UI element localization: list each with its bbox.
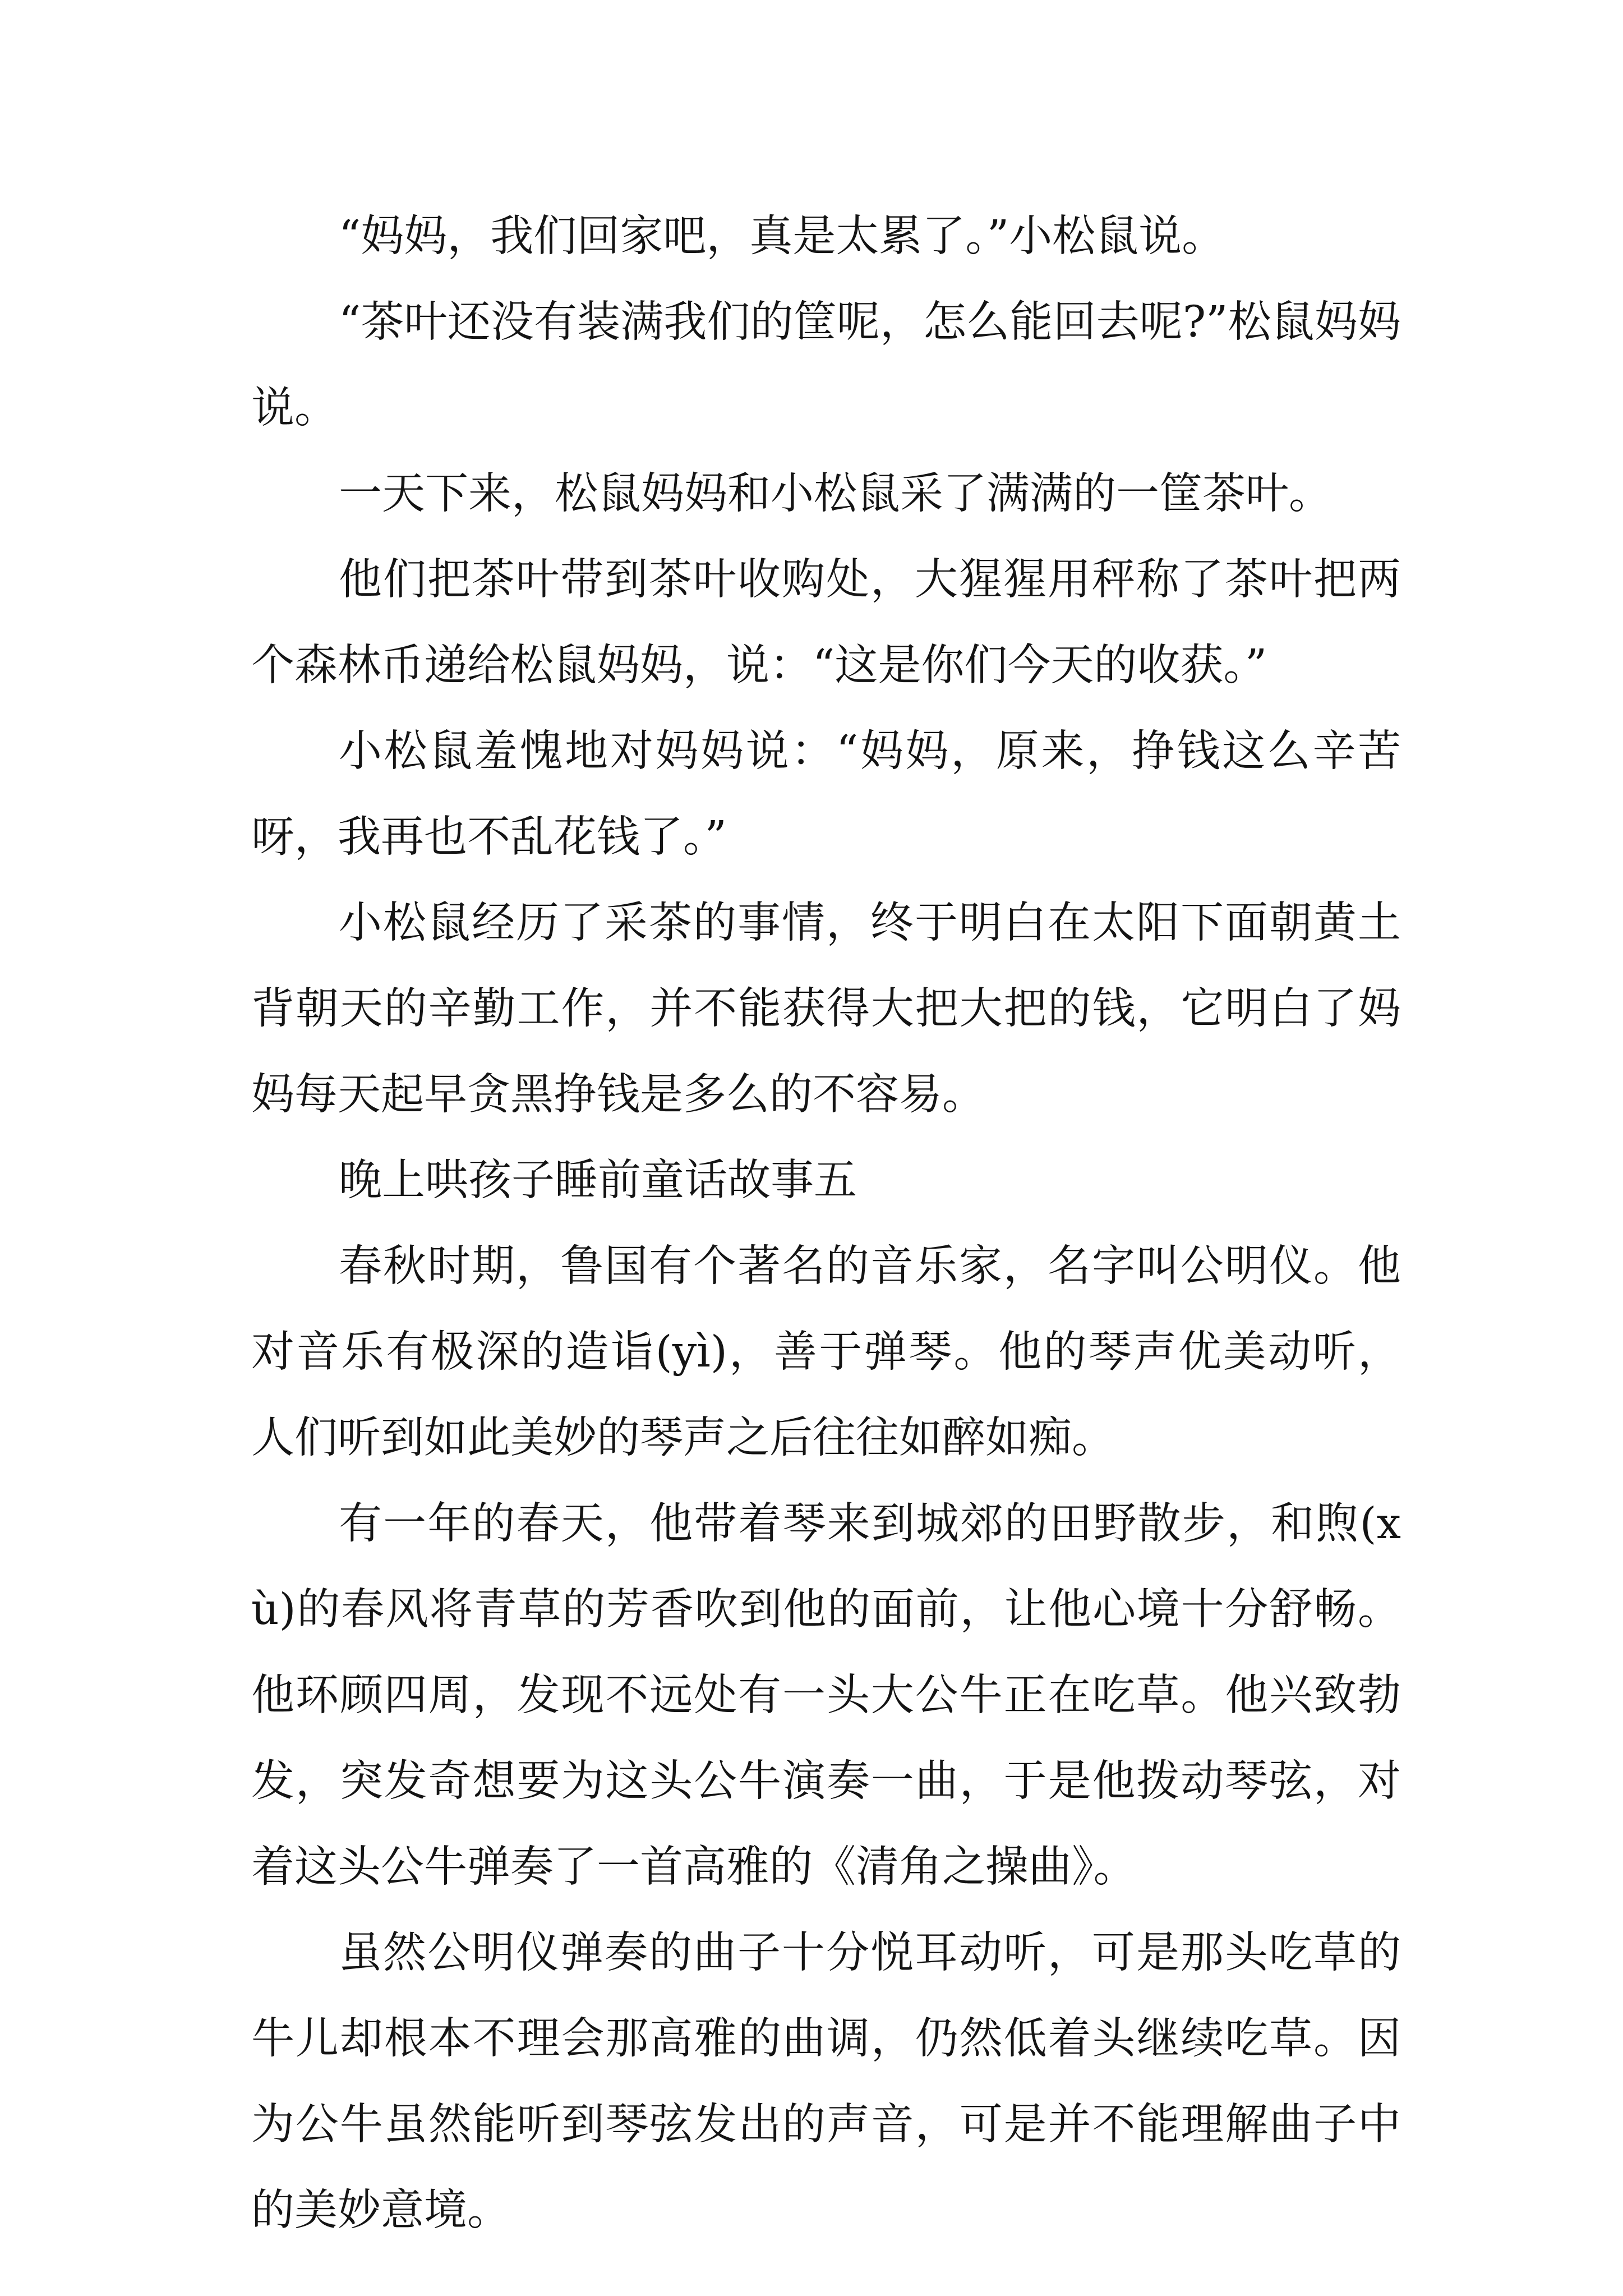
paragraph-9: 虽然公明仪弹奏的曲子十分悦耳动听，可是那头吃草的牛儿却根本不理会那高雅的曲调，仍然低着头继续吃草。因为公牛虽然能听到琴弦发出的声音，可是并不能理解曲子中的美妙意境。 [251,1928,1401,2235]
paragraph-6: 小松鼠经历了采茶的事情，终于明白在太阳下面朝黄土背朝天的辛勤工作，并不能获得大把大把的钱，它明白了妈妈每天起早贪黑挣钱是多么的不容易。 [251,898,1401,1120]
paragraph-2: “茶叶还没有装满我们的筐呢，怎么能回去呢?”松鼠妈妈说。 [251,297,1401,433]
story-text [251,194,1401,2253]
paragraph-7: 春秋时期，鲁国有个著名的音乐家，名字叫公明仪。他对音乐有极深的造诣(yì)，善于弹琴。他的琴声优美动听，人们听到如此美妙的琴声之后往往如醉如痴。 [251,1241,1401,1463]
paragraph-1: “妈妈，我们回家吧，真是太累了。”小松鼠说。 [339,211,1225,261]
paragraph-3: 一天下来，松鼠妈妈和小松鼠采了满满的一筐茶叶。 [339,469,1332,519]
paragraph-4: 他们把茶叶带到茶叶收购处，大猩猩用秤称了茶叶把两个森林币递给松鼠妈妈，说：“这是你们今天的收获。” [251,555,1401,691]
paragraph-5: 小松鼠羞愧地对妈妈说：“妈妈，原来，挣钱这么辛苦呀，我再也不乱花钱了。” [251,726,1401,862]
story-title: 晚上哄孩子睡前童话故事五 [339,1156,857,1205]
paragraph-8: 有一年的春天，他带着琴来到城郊的田野散步，和煦(xù)的春风将青草的芳香吹到他的面前，让他心境十分舒畅。他环顾四周，发现不远处有一头大公牛正在吃草。他兴致勃发，突发奇想要为这头公牛演奏一曲，于是他拨动琴弦，对着这头公牛弹奏了一首高雅的《清角之操曲》。 [251,1499,1401,1892]
